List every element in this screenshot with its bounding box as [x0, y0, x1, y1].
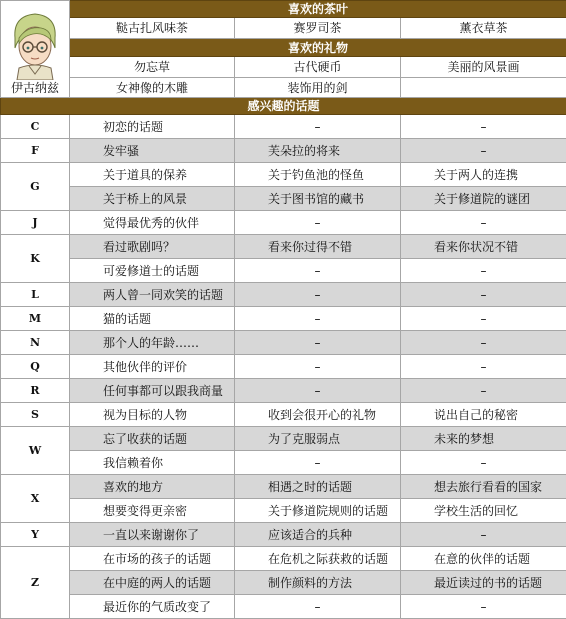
topic-letter: Q	[1, 355, 70, 379]
topic-cell: 制作颜料的方法	[235, 571, 401, 595]
topic-cell: 关于桥上的风景	[70, 187, 235, 211]
topic-cell: 说出自己的秘密	[401, 403, 566, 427]
topic-letter: Y	[1, 523, 70, 547]
gifts-header: 喜欢的礼物	[70, 39, 566, 57]
topic-cell: 猫的话题	[70, 307, 235, 331]
topic-cell: 在意的伙伴的话题	[401, 547, 566, 571]
topic-cell: –	[401, 211, 566, 235]
topic-letter: S	[1, 403, 70, 427]
topic-cell: 关于修道院规则的话题	[235, 499, 401, 523]
topic-row	[1, 499, 566, 523]
topic-cell: 视为目标的人物	[70, 403, 235, 427]
topic-cell: 觉得最优秀的伙伴	[70, 211, 235, 235]
topic-cell: 关于修道院的谜团	[401, 187, 566, 211]
topic-row	[1, 331, 566, 355]
topic-row	[1, 547, 566, 571]
character-name: 伊古纳兹	[10, 81, 59, 95]
topic-cell: –	[235, 379, 401, 403]
topic-cell: –	[235, 211, 401, 235]
topic-cell: 看来你过得不错	[235, 235, 401, 259]
tea-item: 赛罗司茶	[235, 18, 401, 39]
topic-cell: –	[235, 595, 401, 619]
topic-cell: 关于钓鱼池的怪鱼	[235, 163, 401, 187]
topic-cell: 未来的梦想	[401, 427, 566, 451]
topic-cell: –	[401, 355, 566, 379]
topic-cell: –	[401, 595, 566, 619]
topic-cell: 我信赖着你	[70, 451, 235, 475]
topic-letter: R	[1, 379, 70, 403]
topic-cell: 两人曾一同欢笑的话题	[70, 283, 235, 307]
topic-cell: –	[401, 451, 566, 475]
tea-item: 薰衣草茶	[401, 18, 566, 39]
topic-cell: 关于两人的连携	[401, 163, 566, 187]
topic-letter: L	[1, 283, 70, 307]
topic-cell: –	[235, 331, 401, 355]
topic-letter: M	[1, 307, 70, 331]
topic-cell: –	[401, 139, 566, 163]
topic-letter: J	[1, 211, 70, 235]
topic-cell: 其他伙伴的评价	[70, 355, 235, 379]
topic-letter: C	[1, 115, 70, 139]
topic-cell: –	[235, 283, 401, 307]
topic-cell: –	[401, 379, 566, 403]
topic-cell: –	[235, 451, 401, 475]
topics-header: 感兴趣的话题	[1, 98, 566, 115]
topic-letter: W	[1, 427, 70, 475]
topic-cell: –	[235, 259, 401, 283]
topic-cell: 在市场的孩子的话题	[70, 547, 235, 571]
topic-cell: 可爱修道士的话题	[70, 259, 235, 283]
topic-cell: 忘了收获的话题	[70, 427, 235, 451]
topic-cell: 关于道具的保养	[70, 163, 235, 187]
topic-cell: 最近你的气质改变了	[70, 595, 235, 619]
topic-cell: 最近读过的书的话题	[401, 571, 566, 595]
topic-cell: 相遇之时的话题	[235, 475, 401, 499]
topic-row	[1, 211, 566, 235]
topic-letter: Z	[1, 547, 70, 619]
topic-row	[1, 355, 566, 379]
topic-row	[1, 283, 566, 307]
topic-cell: 在危机之际获救的话题	[235, 547, 401, 571]
gift-item	[401, 78, 566, 98]
topic-row	[1, 403, 566, 427]
topic-cell: 学校生活的回忆	[401, 499, 566, 523]
topic-letter: F	[1, 139, 70, 163]
topic-cell: 在中庭的两人的话题	[70, 571, 235, 595]
topic-row	[1, 523, 566, 547]
topic-cell: 初恋的话题	[70, 115, 235, 139]
topic-row	[1, 115, 566, 139]
character-portrait-icon	[7, 8, 63, 80]
topic-cell: 关于图书馆的藏书	[235, 187, 401, 211]
gift-item: 女神像的木雕	[70, 78, 235, 98]
gift-item: 装饰用的剑	[235, 78, 401, 98]
character-portrait-cell	[1, 1, 70, 98]
gift-item: 勿忘草	[70, 57, 235, 78]
topic-cell: 应该适合的兵种	[235, 523, 401, 547]
topic-cell: 芙朵拉的将来	[235, 139, 401, 163]
topic-cell: –	[235, 115, 401, 139]
topic-row	[1, 187, 566, 211]
topic-row	[1, 379, 566, 403]
topic-row	[1, 235, 566, 259]
topic-cell: –	[235, 307, 401, 331]
topic-cell: 任何事都可以跟我商量	[70, 379, 235, 403]
gift-item: 美丽的风景画	[401, 57, 566, 78]
gift-item: 古代硬币	[235, 57, 401, 78]
topic-row	[1, 475, 566, 499]
topic-letter: G	[1, 163, 70, 211]
tea-header: 喜欢的茶叶	[70, 1, 566, 18]
topic-cell: 看来你状况不错	[401, 235, 566, 259]
topic-cell: 想要变得更亲密	[70, 499, 235, 523]
topic-cell: –	[401, 115, 566, 139]
topic-cell: 那个人的年龄……	[70, 331, 235, 355]
topic-cell: 喜欢的地方	[70, 475, 235, 499]
topic-cell: 看过歌剧吗？	[70, 235, 235, 259]
tea-item: 鞑古扎风味茶	[70, 18, 235, 39]
topic-letter: X	[1, 475, 70, 523]
topic-row	[1, 139, 566, 163]
topic-cell: 收到会很开心的礼物	[235, 403, 401, 427]
topic-cell: 为了克服弱点	[235, 427, 401, 451]
topic-cell: –	[401, 307, 566, 331]
topic-row	[1, 163, 566, 187]
topic-row	[1, 571, 566, 595]
topic-cell: –	[401, 283, 566, 307]
topic-row	[1, 307, 566, 331]
topic-letter: K	[1, 235, 70, 283]
topic-letter: N	[1, 331, 70, 355]
topic-cell: –	[401, 259, 566, 283]
topic-row	[1, 427, 566, 451]
topic-row	[1, 595, 566, 619]
topic-cell: –	[401, 523, 566, 547]
topic-cell: 一直以来谢谢你了	[70, 523, 235, 547]
topic-cell: 发牢骚	[70, 139, 235, 163]
topic-cell: –	[235, 355, 401, 379]
topic-cell: –	[401, 331, 566, 355]
topic-cell: 想去旅行看看的国家	[401, 475, 566, 499]
topic-row	[1, 259, 566, 283]
topic-row	[1, 451, 566, 475]
